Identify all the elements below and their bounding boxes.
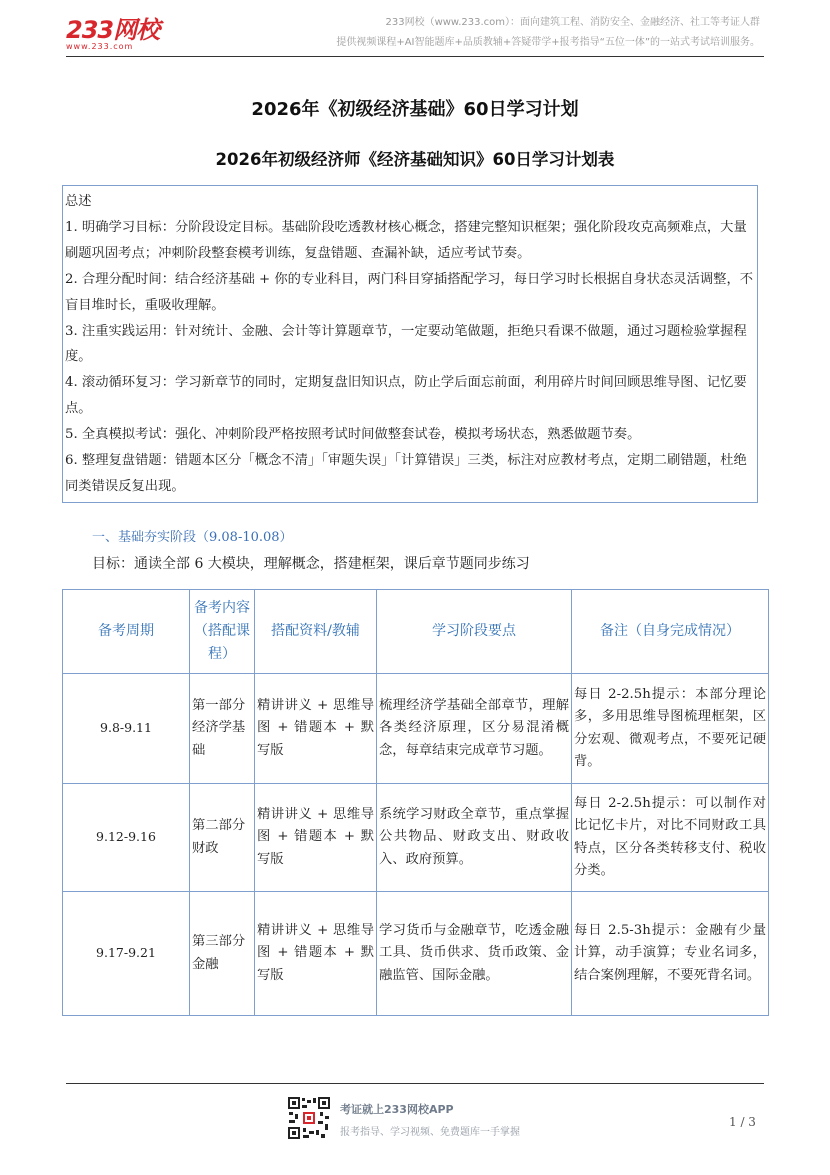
summary-item-5: 5. 全真模拟考试：强化、冲刺阶段严格按照考试时间做整套试卷，模拟考场状态，熟悉做题节奏。 bbox=[65, 427, 641, 443]
document-subtitle: 2026年初级经济师《经济基础知识》60日学习计划表 bbox=[215, 150, 615, 169]
study-plan-table bbox=[62, 589, 769, 1016]
cell-points: 学习货币与金融章节，吃透金融工具、货币供求、货币政策、金融监管、国际金融。 bbox=[377, 892, 572, 1016]
cell-content: 第三部分金融 bbox=[190, 892, 255, 1016]
section-title: 一、基础夯实阶段（9.08-10.08） bbox=[92, 530, 293, 545]
table-row bbox=[63, 892, 769, 1016]
table-header-row bbox=[63, 590, 769, 674]
cell-materials: 精讲讲义 + 思维导图 + 错题本 + 默写版 bbox=[255, 892, 377, 1016]
summary-box bbox=[62, 185, 758, 503]
logo-url: www.233.com bbox=[66, 42, 134, 51]
summary-item-4: 4. 滚动循环复习：学习新章节的同时，定期复盘旧知识点，防止学后面忘前面，利用碎片时间回顾思维导图、记忆要点。 bbox=[65, 375, 747, 417]
page-number: 1 / 3 bbox=[729, 1115, 756, 1129]
header-materials: 搭配资料/教辅 bbox=[255, 590, 377, 674]
section-goal: 目标：通读全部 6 大模块，理解概念，搭建框架，课后章节题同步练习 bbox=[92, 556, 530, 572]
cell-materials: 精讲讲义 + 思维导图 + 错题本 + 默写版 bbox=[255, 674, 377, 784]
table-row bbox=[63, 784, 769, 892]
cell-notes: 每日 2.5-3h提示：金融有少量计算，动手演算；专业名词多，结合案例理解，不要死背名词。 bbox=[572, 892, 769, 1016]
summary-item-6: 6. 整理复盘错题：错题本区分「概念不清」「审题失误」「计算错误」三类，标注对应教材考点，定期二刷错题，杜绝同类错误反复出现。 bbox=[65, 453, 747, 494]
footer-app-title: 考证就上233网校APP bbox=[340, 1103, 454, 1116]
document-title: 2026年《初级经济基础》60日学习计划 bbox=[251, 99, 579, 120]
header-tagline-line-1: 233网校（www.233.com）：面向建筑工程、消防安全、金融经济、社工等考证人群 bbox=[385, 17, 760, 28]
header-period: 备考周期 bbox=[63, 590, 190, 674]
header-divider bbox=[66, 56, 764, 57]
cell-points: 梳理经济学基础全部章节，理解各类经济原理，区分易混淆概念，每章结束完成章节习题。 bbox=[377, 674, 572, 784]
qr-code-icon[interactable] bbox=[287, 1096, 331, 1140]
header-tagline-line-2: 提供视频课程+AI智能题库+品质教辅+答疑带学+报考指导“五位一体”的一站式考试培训服务。 bbox=[336, 37, 760, 48]
site-logo[interactable] bbox=[66, 10, 159, 51]
summary-item-2: 2. 合理分配时间：结合经济基础 + 你的专业科目，两门科目穿插搭配学习，每日学习时长根据自身状态灵活调整，不盲目堆时长，重吸收理解。 bbox=[65, 271, 754, 313]
cell-period: 9.12-9.16 bbox=[63, 784, 190, 892]
cell-period: 9.8-9.11 bbox=[63, 674, 190, 784]
summary-heading: 总述 bbox=[65, 194, 92, 209]
summary-item-1: 1. 明确学习目标：分阶段设定目标。基础阶段吃透教材核心概念，搭建完整知识框架；强化阶段攻克高频难点，大量刷题巩固考点；冲刺阶段整套模考训练，复盘错题、查漏补缺，适应考试节奏。 bbox=[65, 219, 747, 261]
header-content: 备考内容（搭配课程） bbox=[190, 590, 255, 674]
cell-content: 第一部分经济学基础 bbox=[190, 674, 255, 784]
header-points: 学习阶段要点 bbox=[377, 590, 572, 674]
cell-period: 9.17-9.21 bbox=[63, 892, 190, 1016]
cell-notes: 每日 2-2.5h提示：可以制作对比记忆卡片，对比不同财政工具特点，区分各类转移支付、税收分类。 bbox=[572, 784, 769, 892]
cell-materials: 精讲讲义 + 思维导图 + 错题本 + 默写版 bbox=[255, 784, 377, 892]
cell-notes: 每日 2-2.5h提示：本部分理论多，多用思维导图梳理框架，区分宏观、微观考点，不要死记硬背。 bbox=[572, 674, 769, 784]
header-tagline bbox=[336, 13, 760, 53]
table-row bbox=[63, 674, 769, 784]
footer-app-desc: 报考指导、学习视频、免费题库一手掌握 bbox=[340, 1127, 520, 1138]
header-notes: 备注（自身完成情况） bbox=[572, 590, 769, 674]
footer-divider bbox=[66, 1083, 764, 1084]
summary-item-3: 3. 注重实践运用：针对统计、金融、会计等计算题章节，一定要动笔做题，拒绝只看课不做题，通过习题检验掌握程度。 bbox=[65, 323, 747, 365]
cell-content: 第二部分财政 bbox=[190, 784, 255, 892]
logo-text: 233网校 bbox=[66, 16, 160, 44]
cell-points: 系统学习财政全章节，重点掌握公共物品、财政支出、财政收入、政府预算。 bbox=[377, 784, 572, 892]
